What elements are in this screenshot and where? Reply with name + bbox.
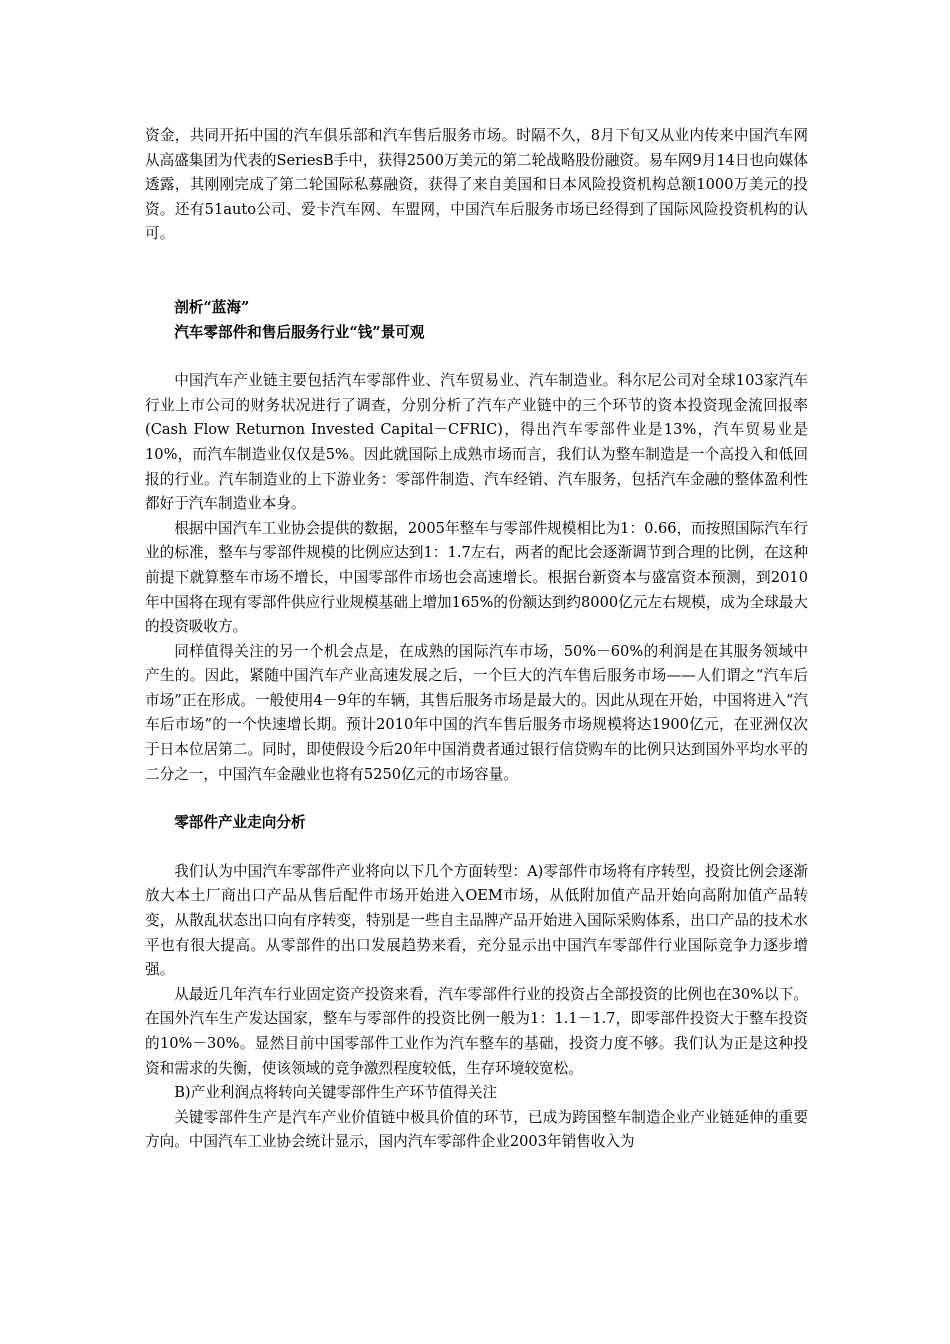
paragraph-parts-scale: 根据中国汽车工业协会提供的数据，2005年整车与零部件规模相比为1：0.66，而按照国际汽车行业的标准，整车与零部件规模的比例应达到1：1.7左右，两者的配比会逐渐调节到合理的比例，在这种前提下就算整车市场不增长，中国零部件市场也会高速增长。根据台新资本与盛富资本预测，到2010年中国将在现有零部件供应行业规模基础上增加165%的份额达到约8000亿元左右规模，成为全球最大的投资吸收方。 [145, 519, 808, 636]
paragraph-transformation: 我们认为中国汽车零部件产业将向以下几个方面转型：A)零部件市场将有序转型，投资比例会逐渐放大本土厂商出口产品从售后配件市场开始进入OEM市场，从低附加值产品开始向高附加值产品转变，从散乱状态出口向有序转变，特别是一些自主品牌产品开始进入国际采购体系，出口产品的技术水平也有很大提高。从零部件的出口发展趋势来看，充分显示出中国汽车零部件行业国际竞争力逐步增强。 [145, 862, 808, 979]
paragraph-intro: 资金，共同开拓中国的汽车俱乐部和汽车售后服务市场。时隔不久，8月下旬又从业内传来中国汽车网从高盛集团为代表的SeriesB手中，获得2500万美元的第二轮战略股份融资。易车网9月14日也向媒体透露，其刚刚完成了第二轮国际私募融资，获得了来自美国和日本风险投资机构总额1000万美元的投资。还有51auto公司、爱卡汽车网、车盟网，中国汽车后服务市场已经得到了国际风险投资机构的认可。 [145, 127, 808, 243]
spacer [145, 836, 808, 860]
paragraph-aftermarket: 同样值得关注的另一个机会点是，在成熟的国际汽车市场，50%－60%的利润是在其服务领域中产生的。因此，紧随中国汽车产业高速发展之后，一个巨大的汽车售后服务市场——人们谓之“汽车后市场”正在形成。一般使用4－9年的车辆，其售后服务市场是最大的。因此从现在开始，中国将进入“汽车后市场”的一个快速增长期。预计2010年中国的汽车售后服务市场规模将达1900亿元，在亚洲仅次于日本位居第二。同时，即使假设今后20年中国消费者通过银行信贷购车的比例只达到国外平均水平的二分之一，中国汽车金融业也将有5250亿元的市场容量。 [145, 642, 808, 783]
paragraph-industry-chain: 中国汽车产业链主要包括汽车零部件业、汽车贸易业、汽车制造业。科尔尼公司对全球103家汽车行业上市公司的财务状况进行了调查，分别分析了汽车产业链中的三个环节的资本投资现金流回报率(Cash Flow Returnon Invested Capital－CFRIC)，得出汽车零部件业是13%，汽车贸易业是10%，而汽车制造业仅仅是5%。因此就国际上成熟市场而言，我们认为整车制造是一个高投入和低回报的行业。汽车制造业的上下游业务：零部件制造、汽车经销、汽车服务，包括汽车金融的整体盈利性都好于汽车制造业本身。 [145, 372, 808, 513]
section-subheading-parts-aftermarket: 汽车零部件和售后服务行业“钱”景可观 [174, 323, 425, 341]
spacer [145, 787, 808, 811]
paragraph-investment: 从最近几年汽车行业固定资产投资来看，汽车零部件行业的投资占全部投资的比例也在30%以下。在国外汽车生产发达国家，整车与零部件的投资比例一般为1：1.1－1.7，即零部件投资大于整车投资的10%－30%。显然目前中国零部件工业作为汽车整车的基础，投资力度不够。我们认为正是这种投资和需求的失衡，使该领域的竞争激烈程度较低，生存环境较宽松。 [145, 985, 808, 1077]
section-heading-parts-trend: 零部件产业走向分析 [174, 814, 306, 832]
section-heading-blue-ocean: 剖析“蓝海” [174, 298, 250, 316]
paragraph-key-parts: 关键零部件生产是汽车产业价值链中极具价值的环节，已成为跨国整车制造企业产业链延伸的重要方向。中国汽车工业协会统计显示，国内汽车零部件企业2003年销售收入为 [145, 1108, 808, 1151]
paragraph-key-parts-title: B)产业利润点将转向关键零部件生产环节值得关注 [174, 1084, 498, 1102]
spacer [145, 345, 808, 369]
document-body [145, 124, 808, 1155]
spacer [145, 247, 808, 296]
